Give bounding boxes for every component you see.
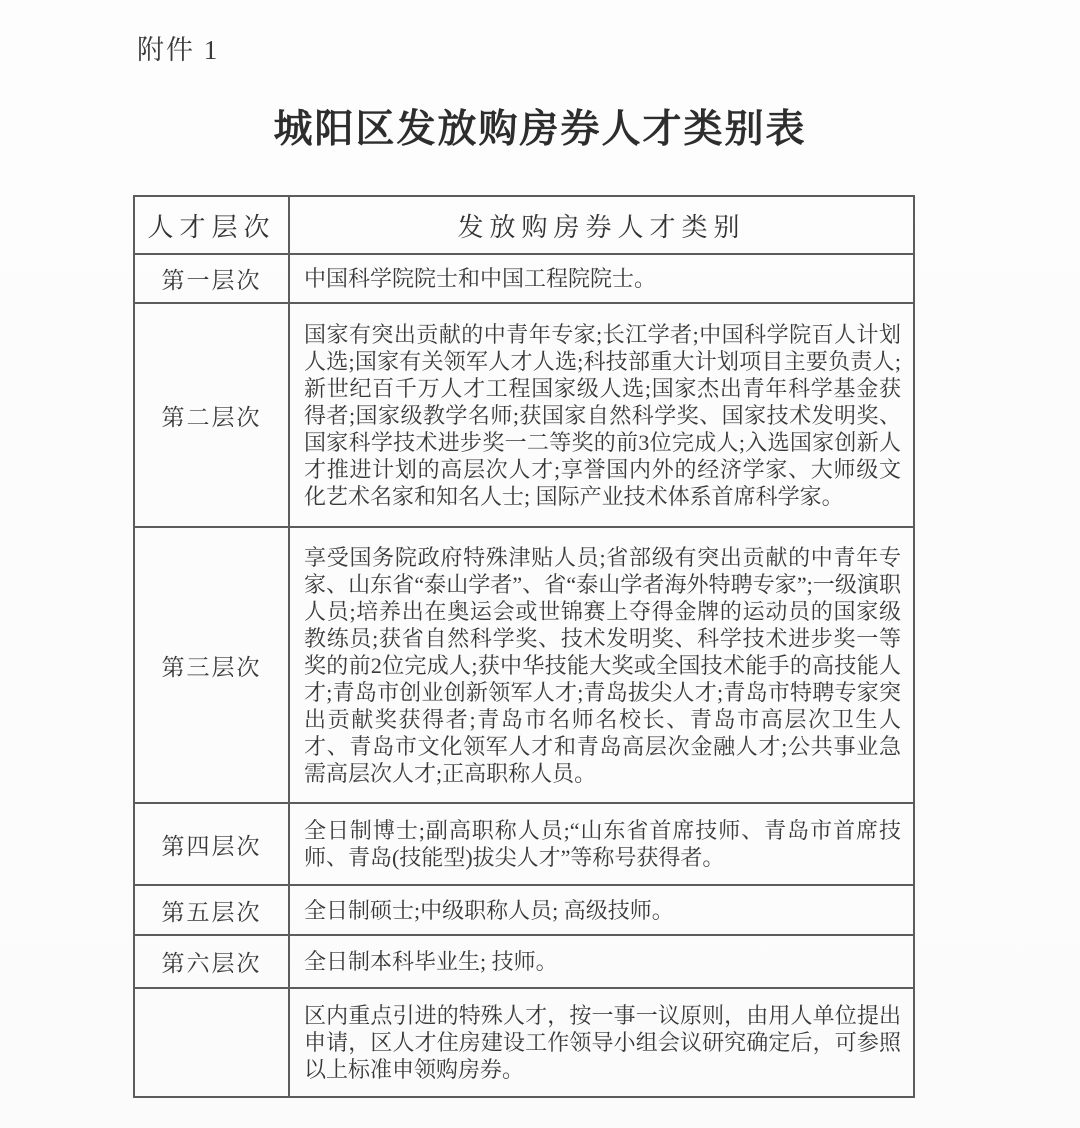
talent-level-cell: 第五层次 bbox=[134, 885, 289, 935]
talent-level-cell: 第四层次 bbox=[134, 803, 289, 885]
talent-level-cell: 第三层次 bbox=[134, 527, 289, 803]
table-header-level: 人才层次 bbox=[134, 196, 289, 254]
talent-category-cell: 区内重点引进的特殊人才，按一事一议原则，由用人单位提出申请，区人才住房建设工作领导小组会议研究确定后，可参照以上标准申领购房券。 bbox=[289, 988, 914, 1097]
table-row bbox=[134, 935, 914, 988]
table-row bbox=[134, 303, 914, 527]
talent-category-cell: 全日制硕士;中级职称人员; 高级技师。 bbox=[289, 885, 914, 935]
table-row bbox=[134, 803, 914, 885]
talent-category-cell: 全日制博士;副高职称人员;“山东省首席技师、青岛市首席技师、青岛(技能型)拔尖人才”等称号获得者。 bbox=[289, 803, 914, 885]
talent-level-cell: 第一层次 bbox=[134, 254, 289, 303]
table-row bbox=[134, 527, 914, 803]
page-title: 城阳区发放购房券人才类别表 bbox=[273, 108, 807, 151]
talent-category-table bbox=[133, 195, 915, 1098]
talent-level-cell: 第二层次 bbox=[134, 303, 289, 527]
talent-category-cell: 中国科学院院士和中国工程院院士。 bbox=[289, 254, 914, 303]
talent-category-cell: 国家有突出贡献的中青年专家;长江学者;中国科学院百人计划人选;国家有关领军人才人选;科技部重大计划项目主要负责人;新世纪百千万人才工程国家级人选;国家杰出青年科学基金获得者;国家级教学名师;获国家自然科学奖、国家技术发明奖、国家科学技术进步奖一二等奖的前3位完成人;入选国家创新人才推进计划的高层次人才;享誉国内外的经济学家、大师级文化艺术名家和知名人士; 国际产业技术体系首席科学家。 bbox=[289, 303, 914, 527]
table-row bbox=[134, 254, 914, 303]
talent-level-cell: 第六层次 bbox=[134, 935, 289, 988]
table-header-row bbox=[134, 196, 914, 254]
table-row bbox=[134, 885, 914, 935]
attachment-label: 附件 1 bbox=[137, 35, 220, 65]
talent-level-cell bbox=[134, 988, 289, 1097]
talent-category-cell: 享受国务院政府特殊津贴人员;省部级有突出贡献的中青年专家、山东省“泰山学者”、省“泰山学者海外特聘专家”;一级演职人员;培养出在奥运会或世锦赛上夺得金牌的运动员的国家级教练员;获省自然科学奖、技术发明奖、科学技术进步奖一等奖的前2位完成人;获中华技能大奖或全国技术能手的高技能人才;青岛市创业创新领军人才;青岛拔尖人才;青岛市特聘专家突出贡献奖获得者;青岛市名师名校长、青岛市高层次卫生人才、青岛市文化领军人才和青岛高层次金融人才;公共事业急需高层次人才;正高职称人员。 bbox=[289, 527, 914, 803]
table-row bbox=[134, 988, 914, 1097]
table-header-category: 发放购房券人才类别 bbox=[289, 196, 914, 254]
talent-category-cell: 全日制本科毕业生; 技师。 bbox=[289, 935, 914, 988]
